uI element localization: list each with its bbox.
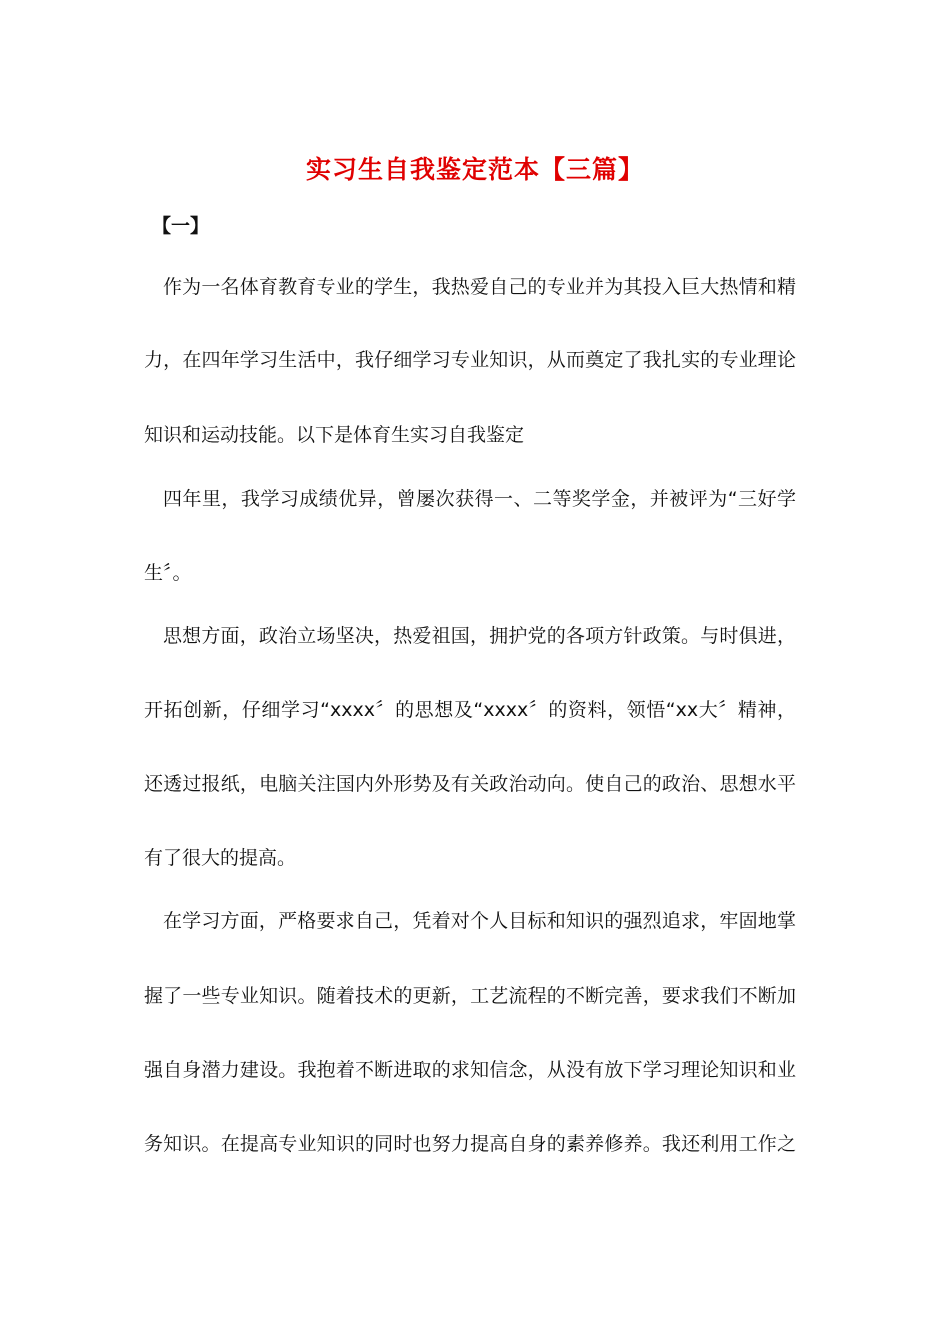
paragraph-line: 生〞。 — [144, 562, 192, 584]
paragraph-line: 强自身潜力建设。我抱着不断进取的求知信念，从没有放下学习理论知识和业 — [144, 1059, 796, 1081]
paragraph-line: 有了很大的提高。 — [144, 847, 297, 869]
paragraph-line: 四年里，我学习成绩优异，曾屡次获得一、二等奖学金，并被评为“三好学 — [163, 488, 796, 510]
paragraph-line: 开拓创新，仔细学习“xxxx〞的思想及“xxxx〞的资料，领悟“xx大〞精神， — [144, 699, 796, 721]
paragraph-line: 务知识。在提高专业知识的同时也努力提高自身的素养修养。我还利用工作之 — [144, 1133, 796, 1155]
paragraph-line: 知识和运动技能。以下是体育生实习自我鉴定 — [144, 424, 525, 446]
paragraph-line: 在学习方面，严格要求自己，凭着对个人目标和知识的强烈追求，牢固地掌 — [163, 910, 796, 932]
paragraph-line: 作为一名体育教育专业的学生，我热爱自己的专业并为其投入巨大热情和精 — [163, 276, 796, 298]
paragraph-line: 还透过报纸，电脑关注国内外形势及有关政治动向。使自己的政治、思想水平 — [144, 773, 796, 795]
document-title: 实习生自我鉴定范本【三篇】 — [305, 155, 644, 184]
section-label: 【一】 — [152, 215, 210, 237]
paragraph-line: 力，在四年学习生活中，我仔细学习专业知识，从而奠定了我扎实的专业理论 — [144, 349, 796, 371]
paragraph-line: 握了一些专业知识。随着技术的更新，工艺流程的不断完善，要求我们不断加 — [144, 985, 796, 1007]
paragraph-line: 思想方面，政治立场坚决，热爱祖国，拥护党的各项方针政策。与时俱进， — [163, 625, 796, 647]
